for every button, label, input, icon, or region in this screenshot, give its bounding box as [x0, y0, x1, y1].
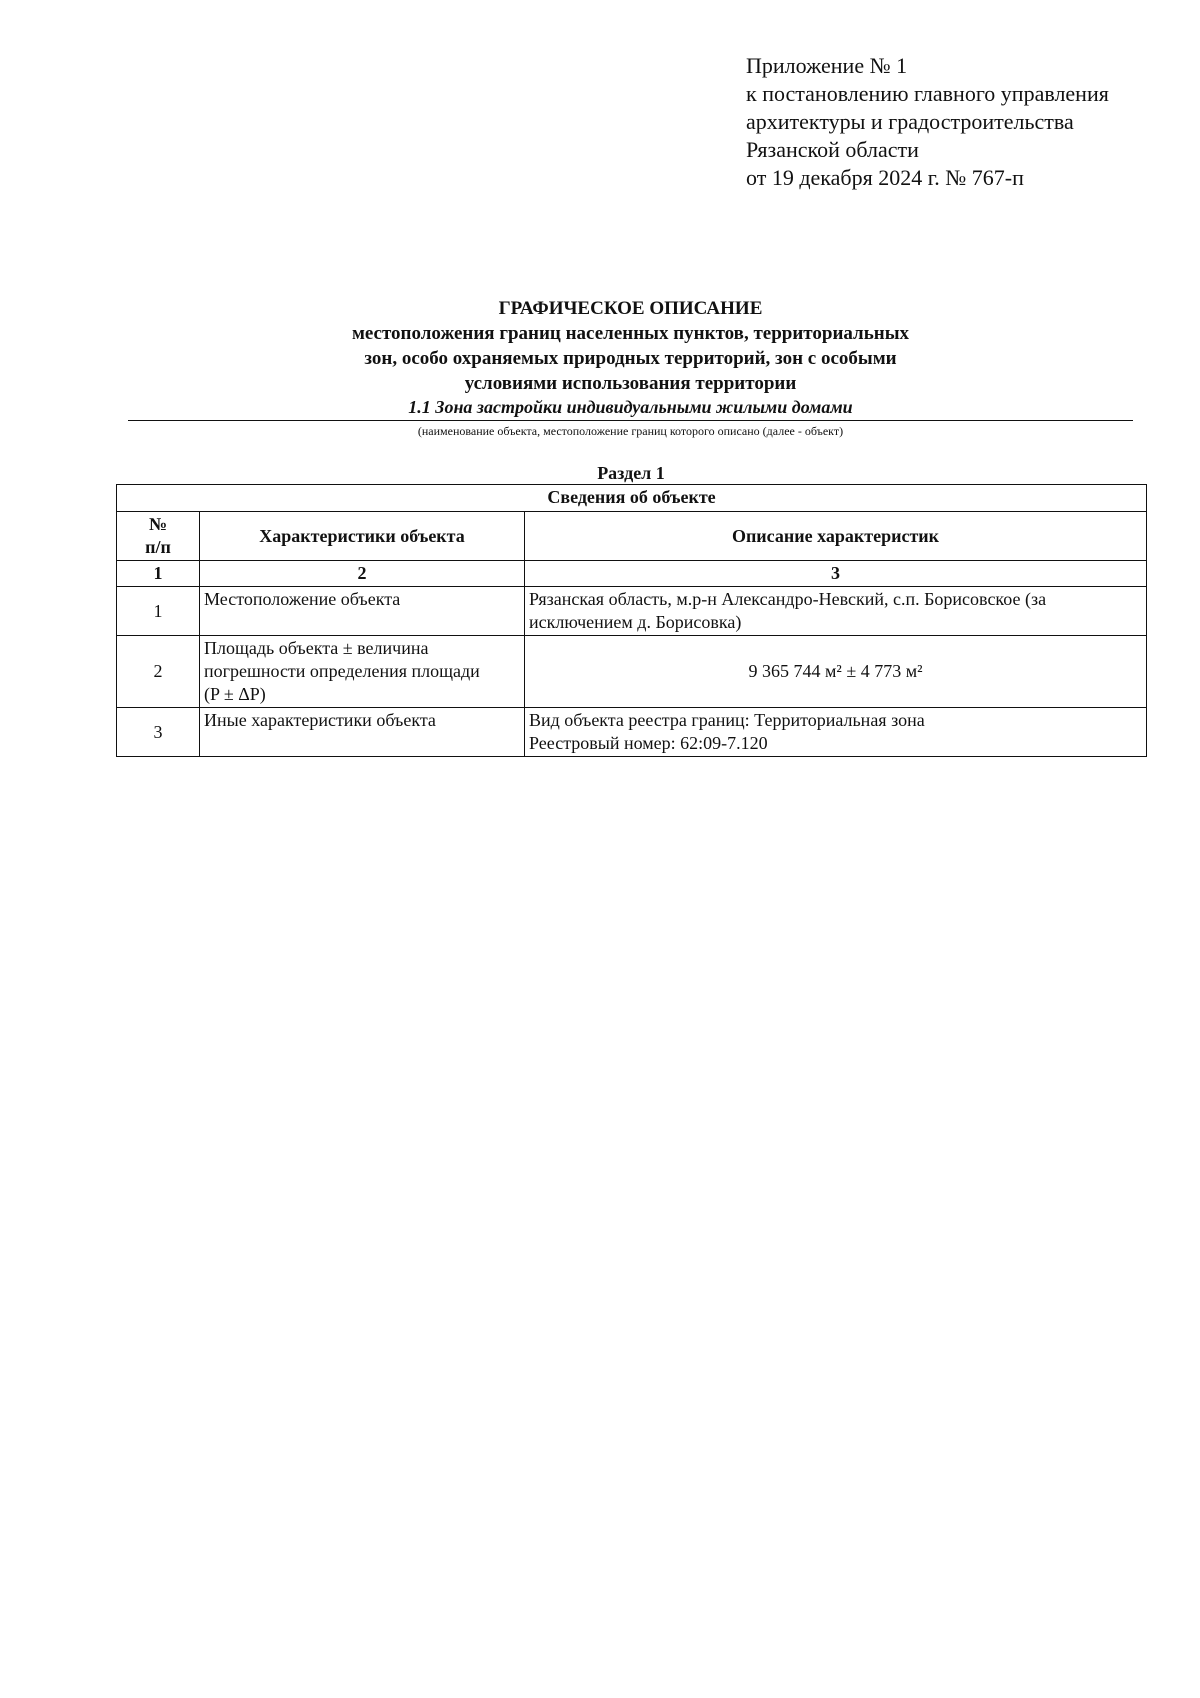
row-description: [525, 587, 1147, 636]
appendix-line: от 19 декабря 2024 г. № 767-п: [746, 165, 1024, 190]
description-line: Рязанская область, м.р-н Александро-Невский, с.п. Борисовское (за: [529, 589, 1047, 609]
document-header: [128, 296, 1133, 439]
column-header-num: [117, 512, 200, 561]
row-number: 2: [117, 636, 200, 708]
appendix-reference: [746, 52, 1109, 192]
row-description: [525, 708, 1147, 757]
subtitle-line: местоположения границ населенных пунктов, территориальных: [351, 323, 910, 344]
column-header-num-line: №: [148, 514, 168, 534]
characteristic-line: (P ± ΔP): [204, 684, 266, 704]
column-number: 2: [200, 561, 525, 587]
table-caption-row: [117, 485, 1147, 512]
column-number: 1: [117, 561, 200, 587]
subtitle-line: условиями использования территории: [464, 373, 797, 394]
subtitle-line: зон, особо охраняемых природных территорий, зон с особыми: [364, 348, 897, 369]
row-number: 3: [117, 708, 200, 757]
characteristic-line: Площадь объекта ± величина: [204, 638, 429, 658]
column-header-characteristics: Характеристики объекта: [200, 512, 525, 561]
table-row: [117, 636, 1147, 708]
description-line: Вид объекта реестра границ: Территориальная зона: [529, 710, 925, 730]
column-number: 3: [525, 561, 1147, 587]
appendix-line: Приложение № 1: [746, 53, 908, 78]
row-description: 9 365 744 м² ± 4 773 м²: [525, 636, 1147, 708]
table-row: [117, 708, 1147, 757]
table-row: [117, 587, 1147, 636]
table-header-row: [117, 512, 1147, 561]
appendix-line: к постановлению главного управления: [746, 81, 1109, 106]
column-header-num-line: п/п: [145, 537, 171, 557]
object-name: 1.1 Зона застройки индивидуальными жилыми домами: [408, 397, 853, 417]
object-name-underline: [128, 420, 1133, 421]
section-title: Раздел 1: [597, 463, 665, 483]
row-number: 1: [117, 587, 200, 636]
column-header-description: Описание характеристик: [525, 512, 1147, 561]
appendix-line: архитектуры и градостроительства: [746, 109, 1074, 134]
appendix-line: Рязанской области: [746, 137, 919, 162]
row-characteristic: [200, 636, 525, 708]
table-caption: Сведения об объекте: [117, 485, 1147, 512]
document-title: ГРАФИЧЕСКОЕ ОПИСАНИЕ: [498, 298, 763, 319]
row-characteristic: Местоположение объекта: [200, 587, 525, 636]
description-line: исключением д. Борисовка): [529, 612, 742, 632]
object-info-table: [116, 484, 1147, 757]
row-characteristic: Иные характеристики объекта: [200, 708, 525, 757]
characteristic-line: погрешности определения площади: [204, 661, 480, 681]
description-line: Реестровый номер: 62:09-7.120: [529, 733, 768, 753]
object-caption: (наименование объекта, местоположение границ которого описано (далее - объект): [417, 424, 844, 438]
document-subtitle: [128, 321, 1133, 396]
column-number-row: [117, 561, 1147, 587]
